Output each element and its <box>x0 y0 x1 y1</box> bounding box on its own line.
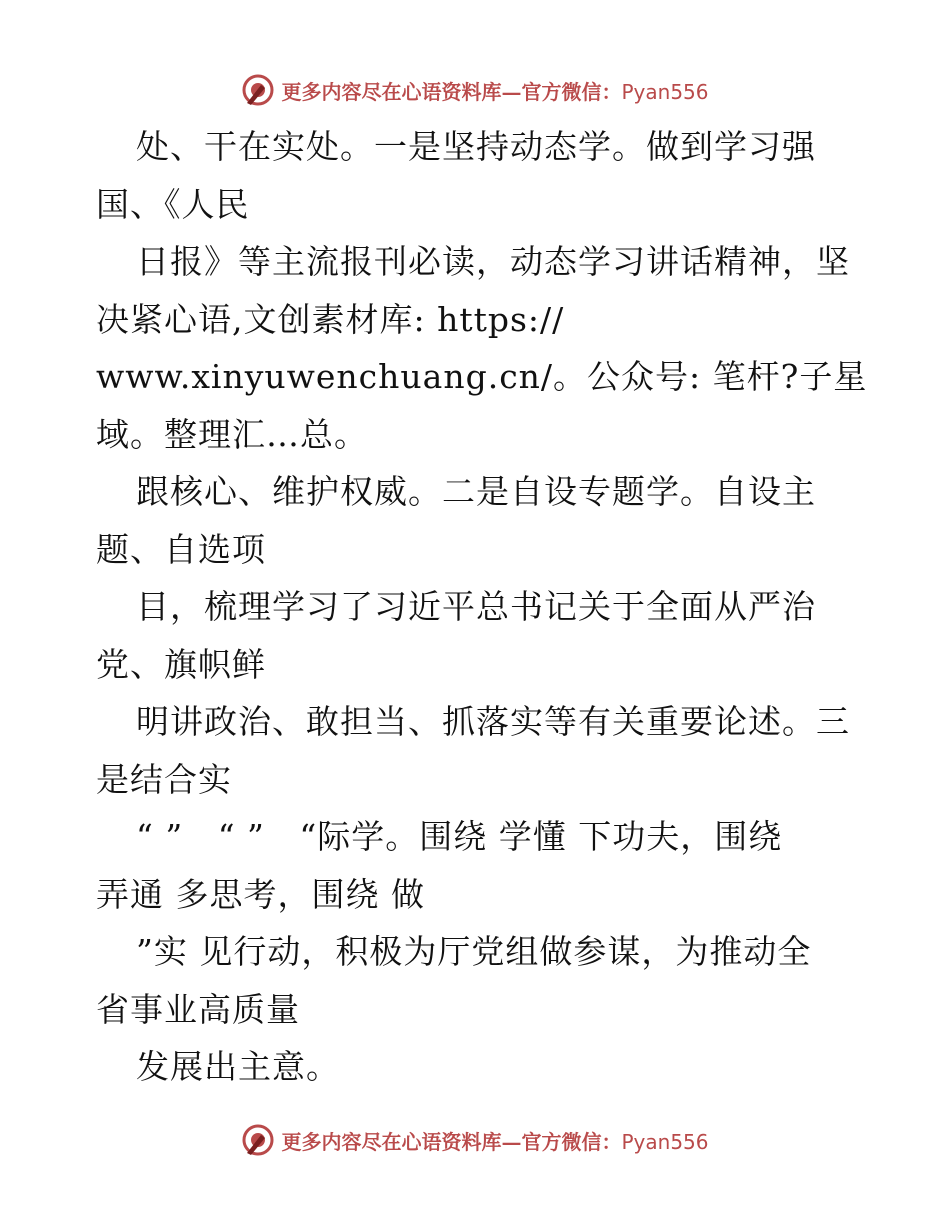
watermark-text: 更多内容尽在心语资料库—官方微信：Pyan556 <box>281 79 709 104</box>
document-body <box>96 118 866 1096</box>
text-line: 目，梳理学习了习近平总书记关于全面从严治 <box>136 587 816 626</box>
text-line: 国、《人民 <box>96 184 250 224</box>
text-line: 发展出主意。 <box>136 1047 340 1086</box>
pen-seal-icon <box>241 1123 275 1157</box>
text-line: www.xinyuwenchuang.cn/。公众号: 笔杆?子星 <box>96 357 868 396</box>
text-line: 省事业高质量 <box>96 989 300 1029</box>
text-line: 日报》等主流报刊必读，动态学习讲话精神，坚 <box>136 242 850 281</box>
text-line: “ ” “ ” “际学。围绕 学懂 下功夫，围绕 <box>136 817 783 856</box>
text-line: ”实 见行动，积极为厅党组做参谋，为推动全 <box>136 932 812 971</box>
text-line: 是结合实 <box>96 759 232 799</box>
header-watermark <box>0 70 950 110</box>
text-line: 处、干在实处。一是坚持动态学。做到学习强 <box>136 127 816 166</box>
text-line: 弄通 多思考，围绕 做 <box>96 874 425 914</box>
text-line: 明讲政治、敢担当、抓落实等有关重要论述。三 <box>136 702 850 741</box>
text-line: 跟核心、维护权威。二是自设专题学。自设主 <box>136 472 816 511</box>
text-line: 党、旗帜鲜 <box>96 644 266 684</box>
pen-seal-icon <box>241 73 275 107</box>
text-line: 决紧心语,文创素材库: https:// <box>96 299 565 339</box>
text-line: 题、自选项 <box>96 529 266 569</box>
footer-watermark <box>0 1120 950 1160</box>
text-line: 域。整理汇…总。 <box>96 414 368 454</box>
watermark-text: 更多内容尽在心语资料库—官方微信：Pyan556 <box>281 1129 709 1154</box>
